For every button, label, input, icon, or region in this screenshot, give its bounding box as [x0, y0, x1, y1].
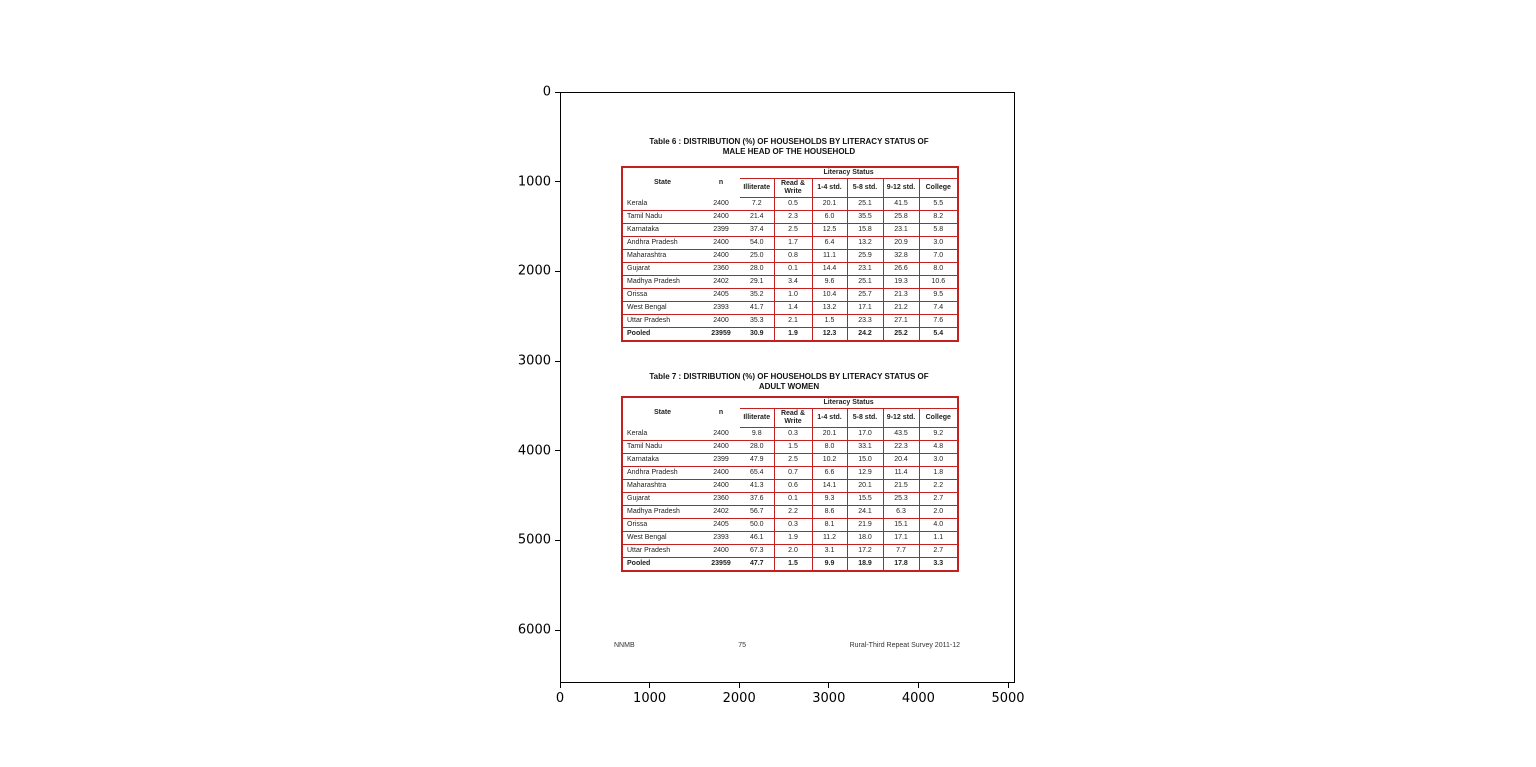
table-row: [622, 237, 958, 250]
value-cell: 2.7: [919, 545, 958, 558]
value-cell: 23959: [702, 328, 740, 341]
column-header-9-12-std: 9-12 std.: [883, 179, 919, 198]
group-header-literacy-status: Literacy Status: [740, 397, 958, 409]
value-cell: 67.3: [740, 545, 774, 558]
column-header-9-12-std: 9-12 std.: [883, 409, 919, 428]
value-cell: 20.9: [883, 237, 919, 250]
column-header-1-4-std: 1-4 std.: [812, 179, 847, 198]
value-cell: 12.5: [812, 224, 847, 237]
page-footer: [614, 642, 960, 649]
value-cell: 13.2: [847, 237, 883, 250]
table-row: [622, 454, 958, 467]
value-cell: 0.5: [774, 198, 812, 211]
value-cell: 28.0: [740, 263, 774, 276]
column-header-illiterate: Illiterate: [740, 179, 774, 198]
value-cell: 2393: [702, 302, 740, 315]
table-row: [622, 558, 958, 571]
table-row: [622, 428, 958, 441]
table6-body: [622, 198, 958, 341]
state-cell: West Bengal: [622, 532, 702, 545]
state-cell: Kerala: [622, 428, 702, 441]
table-row: [622, 532, 958, 545]
value-cell: 25.9: [847, 250, 883, 263]
value-cell: 33.1: [847, 441, 883, 454]
x-tick-mark: [1008, 683, 1009, 688]
value-cell: 1.0: [774, 289, 812, 302]
group-header-literacy-status: Literacy Status: [740, 167, 958, 179]
value-cell: 26.6: [883, 263, 919, 276]
value-cell: 1.9: [774, 328, 812, 341]
x-tick-label: 3000: [812, 691, 846, 706]
value-cell: 10.4: [812, 289, 847, 302]
plot-axes: [560, 92, 1015, 683]
value-cell: 2400: [702, 480, 740, 493]
value-cell: 5.8: [919, 224, 958, 237]
table6-title-line1: Table 6 : DISTRIBUTION (%) OF HOUSEHOLDS BY LITERACY STATUS OF: [649, 137, 929, 146]
value-cell: 30.9: [740, 328, 774, 341]
value-cell: 1.5: [812, 315, 847, 328]
value-cell: 2402: [702, 506, 740, 519]
value-cell: 22.3: [883, 441, 919, 454]
table-row: [622, 276, 958, 289]
value-cell: 3.0: [919, 454, 958, 467]
value-cell: 0.8: [774, 250, 812, 263]
value-cell: 32.8: [883, 250, 919, 263]
table-row: [622, 224, 958, 237]
value-cell: 3.3: [919, 558, 958, 571]
column-header-illiterate: Illiterate: [740, 409, 774, 428]
table7: [621, 396, 959, 572]
value-cell: 46.1: [740, 532, 774, 545]
table-row: [622, 467, 958, 480]
state-cell: Orissa: [622, 519, 702, 532]
value-cell: 15.0: [847, 454, 883, 467]
value-cell: 2405: [702, 289, 740, 302]
value-cell: 2405: [702, 519, 740, 532]
table7-group-row: [622, 397, 958, 409]
value-cell: 37.6: [740, 493, 774, 506]
value-cell: 2402: [702, 276, 740, 289]
value-cell: 5.5: [919, 198, 958, 211]
value-cell: 18.9: [847, 558, 883, 571]
value-cell: 8.0: [812, 441, 847, 454]
value-cell: 12.3: [812, 328, 847, 341]
column-header-read-write: Read & Write: [774, 409, 812, 428]
y-tick-label: 2000: [517, 263, 551, 279]
state-cell: Maharashtra: [622, 480, 702, 493]
value-cell: 0.3: [774, 519, 812, 532]
document-page: [561, 93, 1014, 682]
state-cell: Tamil Nadu: [622, 211, 702, 224]
state-cell: Andhra Pradesh: [622, 237, 702, 250]
value-cell: 1.9: [774, 532, 812, 545]
value-cell: 21.5: [883, 480, 919, 493]
x-tick-label: 4000: [901, 691, 935, 706]
value-cell: 1.5: [774, 558, 812, 571]
value-cell: 54.0: [740, 237, 774, 250]
value-cell: 12.9: [847, 467, 883, 480]
value-cell: 2360: [702, 493, 740, 506]
table7-title: [621, 372, 957, 393]
value-cell: 7.2: [740, 198, 774, 211]
column-header-state: State: [653, 178, 672, 186]
state-cell: Madhya Pradesh: [622, 276, 702, 289]
value-cell: 65.4: [740, 467, 774, 480]
value-cell: 7.6: [919, 315, 958, 328]
table6-group-row: [622, 167, 958, 179]
x-tick-mark: [560, 683, 561, 688]
value-cell: 15.1: [883, 519, 919, 532]
value-cell: 2.7: [919, 493, 958, 506]
value-cell: 27.1: [883, 315, 919, 328]
value-cell: 23.1: [883, 224, 919, 237]
value-cell: 25.2: [883, 328, 919, 341]
value-cell: 20.1: [847, 480, 883, 493]
value-cell: 8.0: [919, 263, 958, 276]
value-cell: 43.5: [883, 428, 919, 441]
y-tick-mark: [555, 271, 560, 272]
column-header-n: n: [718, 178, 724, 186]
y-tick-label: 6000: [517, 622, 551, 638]
value-cell: 2.5: [774, 224, 812, 237]
value-cell: 9.9: [812, 558, 847, 571]
footer-left: NNMB: [614, 642, 635, 649]
table-row: [622, 263, 958, 276]
x-tick-mark: [918, 683, 919, 688]
value-cell: 29.1: [740, 276, 774, 289]
value-cell: 23959: [702, 558, 740, 571]
footer-page-number: 75: [738, 642, 747, 649]
value-cell: 9.6: [812, 276, 847, 289]
value-cell: 1.4: [774, 302, 812, 315]
x-tick-mark: [649, 683, 650, 688]
value-cell: 18.0: [847, 532, 883, 545]
table-row: [622, 211, 958, 224]
table-row: [622, 506, 958, 519]
value-cell: 2399: [702, 224, 740, 237]
value-cell: 2393: [702, 532, 740, 545]
column-header-n: n: [718, 408, 724, 416]
value-cell: 1.7: [774, 237, 812, 250]
table6: [621, 166, 959, 342]
value-cell: 2400: [702, 467, 740, 480]
table6-title: [621, 137, 957, 158]
value-cell: 37.4: [740, 224, 774, 237]
value-cell: 47.9: [740, 454, 774, 467]
table-row: [622, 250, 958, 263]
value-cell: 10.2: [812, 454, 847, 467]
table7-title-line1: Table 7 : DISTRIBUTION (%) OF HOUSEHOLDS BY LITERACY STATUS OF: [649, 372, 929, 381]
state-cell: Uttar Pradesh: [622, 315, 702, 328]
value-cell: 7.4: [919, 302, 958, 315]
y-tick-mark: [555, 540, 560, 541]
value-cell: 20.1: [812, 428, 847, 441]
state-cell: Gujarat: [622, 263, 702, 276]
value-cell: 2400: [702, 237, 740, 250]
y-tick-mark: [555, 92, 560, 93]
state-cell: Andhra Pradesh: [622, 467, 702, 480]
value-cell: 9.5: [919, 289, 958, 302]
value-cell: 23.1: [847, 263, 883, 276]
value-cell: 35.5: [847, 211, 883, 224]
y-tick-mark: [555, 450, 560, 451]
value-cell: 9.2: [919, 428, 958, 441]
table7-title-line2: ADULT WOMEN: [758, 382, 820, 392]
state-cell: Tamil Nadu: [622, 441, 702, 454]
table-row: [622, 480, 958, 493]
value-cell: 25.3: [883, 493, 919, 506]
y-tick-label: 3000: [517, 353, 551, 369]
column-header-5-8-std: 5-8 std.: [847, 409, 883, 428]
value-cell: 1.5: [774, 441, 812, 454]
value-cell: 25.7: [847, 289, 883, 302]
value-cell: 3.1: [812, 545, 847, 558]
value-cell: 2400: [702, 211, 740, 224]
value-cell: 9.8: [740, 428, 774, 441]
value-cell: 2400: [702, 441, 740, 454]
value-cell: 4.8: [919, 441, 958, 454]
value-cell: 25.1: [847, 198, 883, 211]
value-cell: 5.4: [919, 328, 958, 341]
state-cell: Pooled: [622, 328, 702, 341]
y-tick-mark: [555, 361, 560, 362]
value-cell: 20.4: [883, 454, 919, 467]
value-cell: 28.0: [740, 441, 774, 454]
value-cell: 1.1: [919, 532, 958, 545]
value-cell: 2.5: [774, 454, 812, 467]
value-cell: 2400: [702, 315, 740, 328]
x-tick-label: 2000: [722, 691, 756, 706]
column-header-1-4-std: 1-4 std.: [812, 409, 847, 428]
value-cell: 14.1: [812, 480, 847, 493]
value-cell: 24.2: [847, 328, 883, 341]
value-cell: 2.2: [774, 506, 812, 519]
state-cell: Uttar Pradesh: [622, 545, 702, 558]
value-cell: 21.9: [847, 519, 883, 532]
state-cell: Karnataka: [622, 454, 702, 467]
value-cell: 19.3: [883, 276, 919, 289]
value-cell: 2399: [702, 454, 740, 467]
value-cell: 2.1: [774, 315, 812, 328]
column-header-5-8-std: 5-8 std.: [847, 179, 883, 198]
y-tick-label: 1000: [517, 174, 551, 190]
y-tick-label: 0: [542, 84, 551, 100]
y-tick-label: 4000: [517, 443, 551, 459]
table-row: [622, 493, 958, 506]
value-cell: 50.0: [740, 519, 774, 532]
state-cell: Madhya Pradesh: [622, 506, 702, 519]
value-cell: 17.2: [847, 545, 883, 558]
value-cell: 25.8: [883, 211, 919, 224]
state-cell: Orissa: [622, 289, 702, 302]
value-cell: 17.1: [883, 532, 919, 545]
value-cell: 2.3: [774, 211, 812, 224]
value-cell: 8.2: [919, 211, 958, 224]
state-cell: Karnataka: [622, 224, 702, 237]
value-cell: 17.8: [883, 558, 919, 571]
value-cell: 2.2: [919, 480, 958, 493]
value-cell: 8.1: [812, 519, 847, 532]
value-cell: 21.4: [740, 211, 774, 224]
x-tick-label: 0: [555, 691, 565, 706]
value-cell: 41.3: [740, 480, 774, 493]
table-row: [622, 441, 958, 454]
value-cell: 0.6: [774, 480, 812, 493]
value-cell: 15.8: [847, 224, 883, 237]
state-cell: Kerala: [622, 198, 702, 211]
table-row: [622, 328, 958, 341]
value-cell: 6.3: [883, 506, 919, 519]
value-cell: 2.0: [774, 545, 812, 558]
value-cell: 3.0: [919, 237, 958, 250]
value-cell: 23.3: [847, 315, 883, 328]
x-tick-mark: [828, 683, 829, 688]
state-cell: Gujarat: [622, 493, 702, 506]
table6-title-line2: MALE HEAD OF THE HOUSEHOLD: [722, 147, 856, 157]
value-cell: 15.5: [847, 493, 883, 506]
value-cell: 56.7: [740, 506, 774, 519]
value-cell: 11.1: [812, 250, 847, 263]
value-cell: 10.6: [919, 276, 958, 289]
x-tick-mark: [739, 683, 740, 688]
y-tick-label: 5000: [517, 532, 551, 548]
value-cell: 17.0: [847, 428, 883, 441]
table-row: [622, 302, 958, 315]
value-cell: 11.2: [812, 532, 847, 545]
y-tick-mark: [555, 181, 560, 182]
footer-right: Rural-Third Repeat Survey 2011-12: [849, 642, 960, 649]
table-row: [622, 545, 958, 558]
value-cell: 7.0: [919, 250, 958, 263]
state-cell: Maharashtra: [622, 250, 702, 263]
value-cell: 11.4: [883, 467, 919, 480]
value-cell: 6.0: [812, 211, 847, 224]
state-cell: Pooled: [622, 558, 702, 571]
value-cell: 2400: [702, 428, 740, 441]
value-cell: 4.0: [919, 519, 958, 532]
value-cell: 20.1: [812, 198, 847, 211]
value-cell: 2360: [702, 263, 740, 276]
value-cell: 6.4: [812, 237, 847, 250]
value-cell: 9.3: [812, 493, 847, 506]
value-cell: 2400: [702, 198, 740, 211]
state-cell: West Bengal: [622, 302, 702, 315]
value-cell: 7.7: [883, 545, 919, 558]
value-cell: 25.1: [847, 276, 883, 289]
x-tick-label: 5000: [991, 691, 1025, 706]
table-row: [622, 198, 958, 211]
value-cell: 35.2: [740, 289, 774, 302]
table-row: [622, 519, 958, 532]
value-cell: 14.4: [812, 263, 847, 276]
value-cell: 41.7: [740, 302, 774, 315]
value-cell: 8.6: [812, 506, 847, 519]
value-cell: 1.8: [919, 467, 958, 480]
value-cell: 21.3: [883, 289, 919, 302]
value-cell: 0.3: [774, 428, 812, 441]
value-cell: 2.0: [919, 506, 958, 519]
column-header-college: College: [919, 409, 958, 428]
table-row: [622, 315, 958, 328]
value-cell: 24.1: [847, 506, 883, 519]
value-cell: 0.1: [774, 263, 812, 276]
y-tick-mark: [555, 630, 560, 631]
value-cell: 0.1: [774, 493, 812, 506]
column-header-college: College: [919, 179, 958, 198]
value-cell: 2400: [702, 250, 740, 263]
value-cell: 21.2: [883, 302, 919, 315]
value-cell: 0.7: [774, 467, 812, 480]
column-header-state: State: [653, 408, 672, 416]
value-cell: 35.3: [740, 315, 774, 328]
value-cell: 3.4: [774, 276, 812, 289]
value-cell: 47.7: [740, 558, 774, 571]
value-cell: 6.6: [812, 467, 847, 480]
x-tick-label: 1000: [633, 691, 667, 706]
column-header-read-write: Read & Write: [774, 179, 812, 198]
value-cell: 17.1: [847, 302, 883, 315]
value-cell: 41.5: [883, 198, 919, 211]
value-cell: 2400: [702, 545, 740, 558]
table-row: [622, 289, 958, 302]
value-cell: 25.0: [740, 250, 774, 263]
table7-body: [622, 428, 958, 571]
value-cell: 13.2: [812, 302, 847, 315]
